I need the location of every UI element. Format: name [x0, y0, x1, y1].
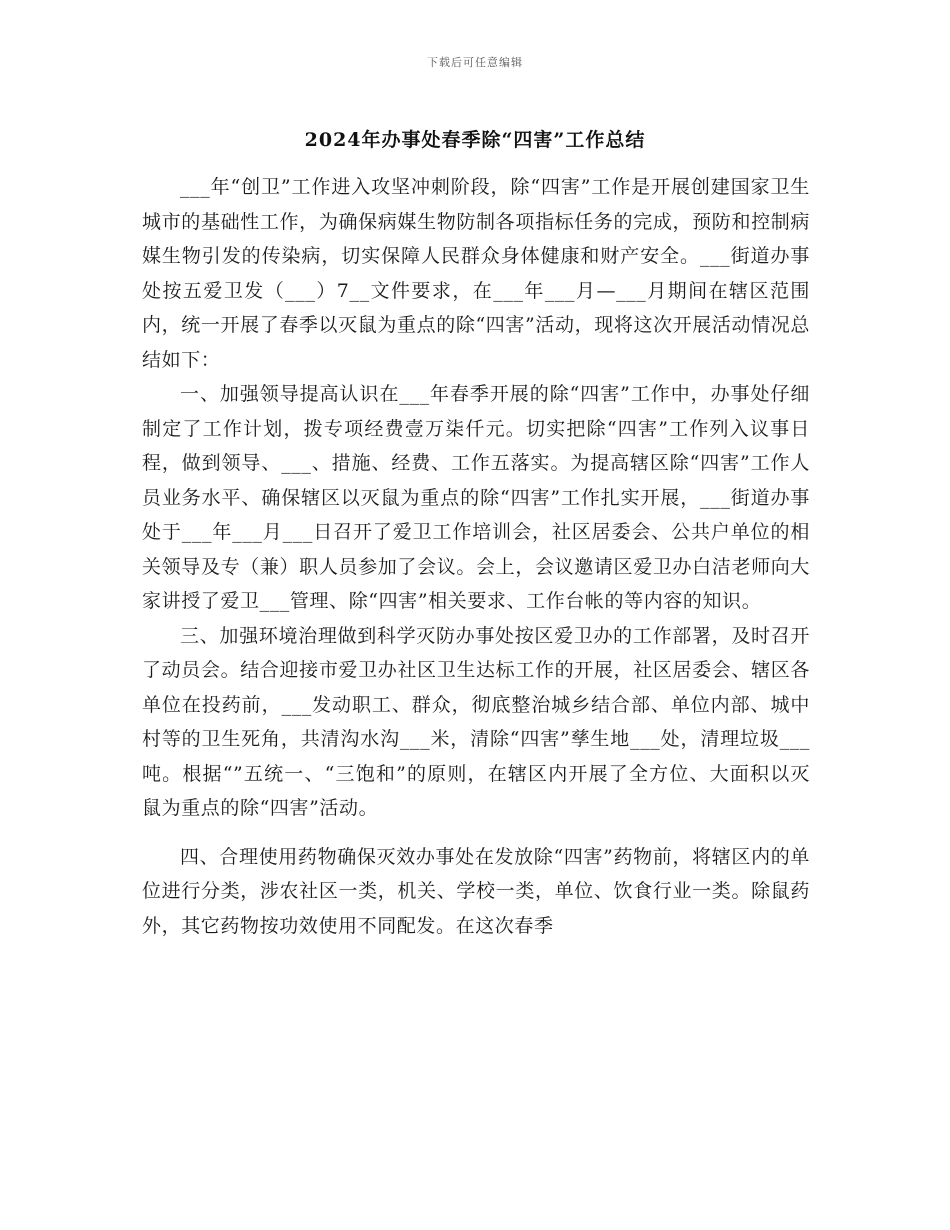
document-body: [142, 170, 810, 943]
paragraph-leadership: 一、加强领导提高认识在___年春季开展的除“四害”工作中，办事处仔细制定了工作计划，拨专项经费壹万柒仟元。切实把除“四害”工作列入议事日程，做到领导、___、措施、经费、工作五落实。为提高辖区除“四害”工作人员业务水平、确保辖区以灭鼠为重点的除“四害”工作扎实开展，___街道办事处于___年___月___日召开了爱卫工作培训会，社区居委会、公共户单位的相关领导及专（兼）职人员参加了会议。会上，会议邀请区爱卫办白洁老师向大家讲授了爱卫___管理、除“四害”相关要求、工作台帐的等内容的知识。: [142, 383, 810, 612]
paragraph-medication: 四、合理使用药物确保灭效办事处在发放除“四害”药物前，将辖区内的单位进行分类，涉农社区一类，机关、学校一类，单位、饮食行业一类。除鼠药外，其它药物按功效使用不同配发。在这次春季: [142, 845, 810, 937]
paragraph-intro: ___年“创卫”工作进入攻坚冲刺阶段，除“四害”工作是开展创建国家卫生城市的基础性工作，为确保病媒生物防制各项指标任务的完成，预防和控制病媒生物引发的传染病，切实保障人民群众身体健康和财产安全。___街道办事处按五爱卫发（___）7__文件要求，在___年___月—___月期间在辖区范围内，统一开展了春季以灭鼠为重点的除“四害”活动，现将这次开展活动情况总结如下：: [142, 176, 810, 371]
header-note: 下载后可任意编辑: [427, 56, 523, 69]
paragraph-environment: 三、加强环境治理做到科学灭防办事处按区爱卫办的工作部署，及时召开了动员会。结合迎接市爱卫办社区卫生达标工作的开展，社区居委会、辖区各单位在投药前，___发动职工、群众，彻底整治城乡结合部、单位内部、城中村等的卫生死角，共清沟水沟___米，清除“四害”孳生地___处，清理垃圾___吨。根据“”五统一、“三饱和”的原则，在辖区内开展了全方位、大面积以灭鼠为重点的除“四害”活动。: [142, 624, 810, 819]
document-title: 2024年办事处春季除“四害”工作总结: [304, 129, 646, 151]
